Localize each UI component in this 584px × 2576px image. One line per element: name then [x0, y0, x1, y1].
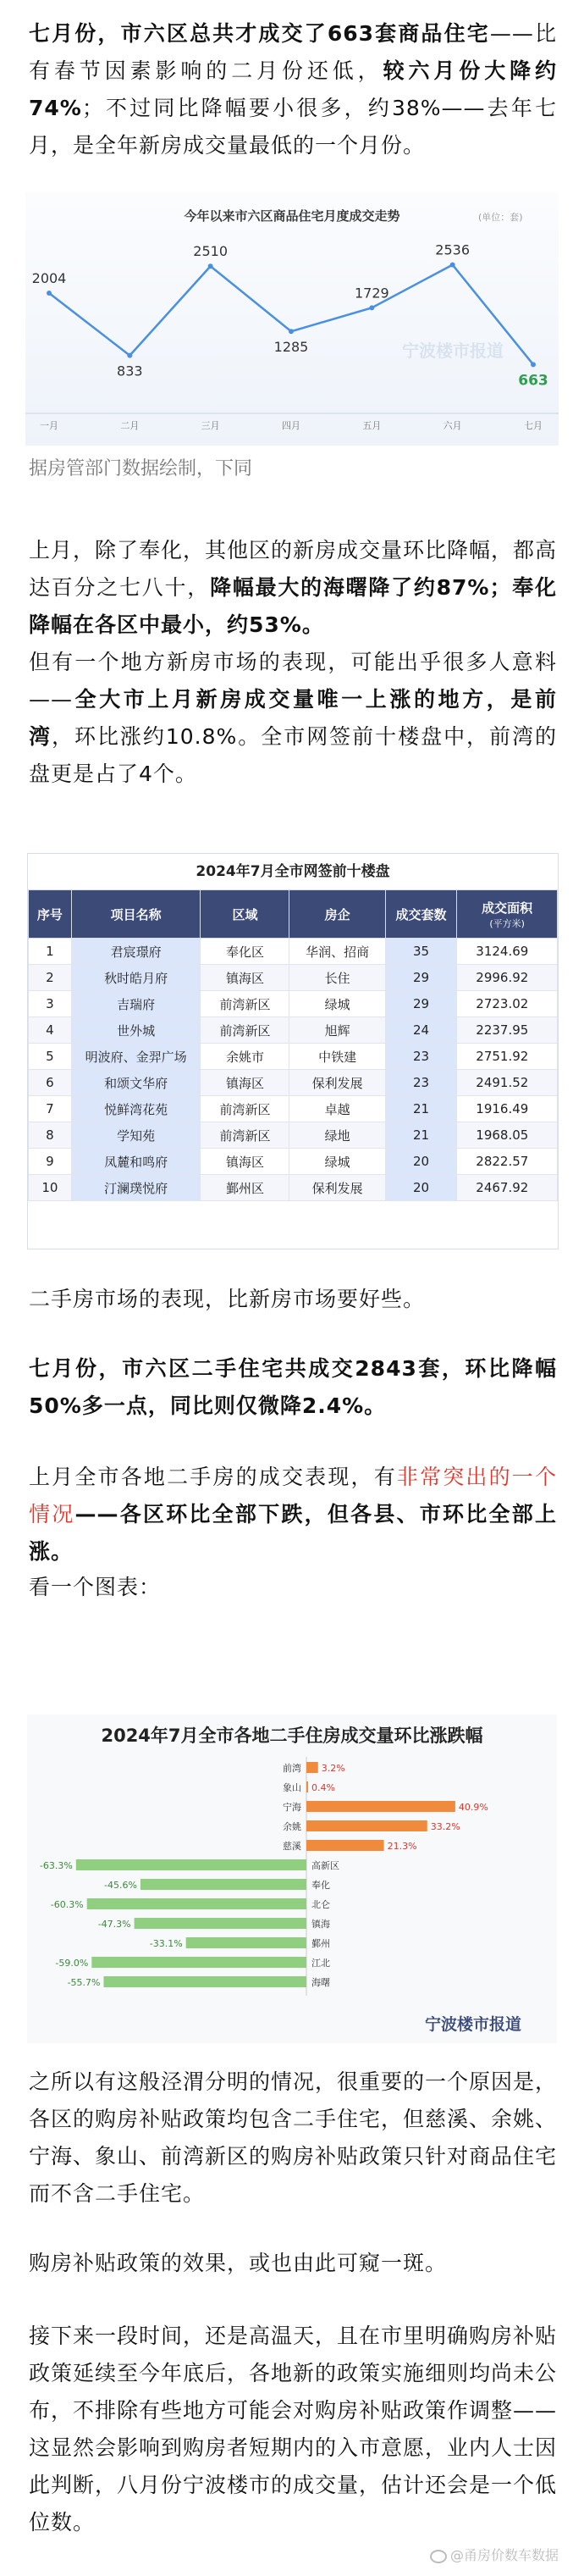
table-cell: 23	[385, 1044, 457, 1070]
table-cell: 明波府、金羿广场	[71, 1044, 201, 1070]
paragraph-outstanding-case: 上月全市各地二手房的成交表现，有非常突出的一个情况——各区环比全部下跌，但各县、市环比全部上涨。	[29, 1465, 557, 1564]
value-label: -60.3%	[50, 1899, 84, 1910]
table-cell: 2467.92	[457, 1175, 558, 1201]
table-cell: 镇海区	[201, 965, 289, 991]
bar	[306, 1820, 427, 1831]
table-cell: 4	[29, 1017, 72, 1044]
data-point	[450, 263, 455, 268]
table-cell: 旭辉	[289, 1017, 385, 1044]
secondhand-change-svg	[27, 1715, 557, 2043]
table-cell: 保利发展	[289, 1175, 385, 1201]
table-row	[29, 939, 558, 965]
value-label: -59.0%	[55, 1958, 89, 1969]
table-row	[29, 1070, 558, 1096]
table-cell: 秋时皓月府	[71, 965, 201, 991]
data-point	[531, 362, 536, 367]
data-label: 663	[518, 372, 548, 390]
table-header-cell: 序号	[29, 890, 72, 939]
table-cell: 29	[385, 991, 457, 1017]
chart-unit: (单位：套)	[478, 212, 523, 223]
table-header-cell: 成交套数	[385, 890, 457, 939]
weibo-watermark: @甬房价数车数据	[430, 2545, 559, 2564]
table-cell: 29	[385, 965, 457, 991]
table-cell: 20	[385, 1149, 457, 1175]
table-header-cell: 项目名称	[71, 890, 201, 939]
data-label: 2004	[31, 270, 67, 287]
table-cell: 镇海区	[201, 1070, 289, 1096]
bar	[76, 1859, 306, 1870]
weibo-icon	[430, 2550, 447, 2563]
table-cell: 凤麓和鸣府	[71, 1149, 201, 1175]
table-row	[29, 991, 558, 1017]
data-label: 1285	[273, 339, 309, 356]
x-tick-label: 五月	[362, 420, 382, 431]
table-cell: 21	[385, 1096, 457, 1122]
chart-title: 今年以来市六区商品住宅月度成交走势	[184, 208, 400, 224]
table-cell: 21	[385, 1122, 457, 1149]
table-cell: 10	[29, 1175, 72, 1201]
table-row	[29, 1044, 558, 1070]
data-label: 833	[117, 363, 143, 379]
table-cell: 7	[29, 1096, 72, 1122]
bar	[87, 1898, 306, 1909]
table-cell: 绿地	[289, 1122, 385, 1149]
table-header-cell: 房企	[289, 890, 385, 939]
category-label: 高新区	[311, 1860, 339, 1871]
data-source-note: 据房管部门数据绘制，下同	[29, 458, 253, 479]
x-tick-label: 六月	[443, 420, 462, 431]
monthly-trend-chart	[25, 191, 559, 446]
table-cell: 华润、招商	[289, 939, 385, 965]
paragraph-secondhand-july: 七月份，市六区二手住宅共成交2843套，环比降幅50%多一点，同比则仅微降2.4%。	[29, 1356, 557, 1418]
bar	[306, 1840, 384, 1851]
table-cell: 2751.92	[457, 1044, 558, 1070]
bar	[103, 1976, 306, 1987]
category-label: 江北	[311, 1958, 330, 1969]
table-cell: 1	[29, 939, 72, 965]
table-cell: 前湾新区	[201, 1096, 289, 1122]
bar	[140, 1879, 306, 1890]
x-tick-label: 一月	[40, 420, 58, 431]
table-cell: 2	[29, 965, 72, 991]
table-row	[29, 1175, 558, 1201]
data-point	[369, 305, 374, 310]
top-ten-table	[28, 889, 558, 1201]
table-cell: 世外城	[71, 1017, 201, 1044]
value-label: -45.6%	[103, 1880, 137, 1891]
table-cell: 前湾新区	[201, 1017, 289, 1044]
paragraph-qianwan: 但有一个地方新房市场的表现，可能出乎很多人意料——全大市上月新房成交量唯一上涨的地方，是前湾，环比涨约10.8%。全市网签前十楼盘中，前湾的盘更是占了4个。	[29, 650, 557, 786]
table-cell: 绿城	[289, 991, 385, 1017]
paragraph-july-new-home: 七月份，市六区总共才成交了663套商品住宅——比有春节因素影响的二月份还低，较六月份大降约74%；不过同比降幅要小很多，约38%——去年七月，是全年新房成交量最低的一个月份。	[29, 21, 557, 158]
table-cell: 6	[29, 1070, 72, 1096]
bar	[306, 1762, 318, 1773]
data-label: 1729	[354, 285, 389, 302]
bar	[306, 1781, 308, 1792]
value-label: -55.7%	[67, 1977, 101, 1988]
value-label: -33.1%	[149, 1938, 183, 1949]
table-row	[29, 1017, 558, 1044]
table-cell: 2822.57	[457, 1149, 558, 1175]
value-label: 21.3%	[387, 1841, 417, 1852]
bar	[186, 1937, 306, 1948]
x-tick-label: 四月	[282, 420, 300, 431]
table-cell: 保利发展	[289, 1070, 385, 1096]
data-point	[289, 329, 294, 334]
secondhand-change-chart	[27, 1715, 557, 2043]
table-cell: 3	[29, 991, 72, 1017]
category-label: 余姚	[283, 1821, 301, 1832]
table-cell: 5	[29, 1044, 72, 1070]
table-cell: 2237.95	[457, 1017, 558, 1044]
table-cell: 2491.52	[457, 1070, 558, 1096]
value-label: 40.9%	[458, 1802, 488, 1813]
table-cell: 奉化区	[201, 939, 289, 965]
table-cell: 悦鲜湾花苑	[71, 1096, 201, 1122]
x-tick-label: 七月	[524, 420, 543, 431]
paragraph-outlook: 接下来一段时间，还是高温天，且在市里明确购房补贴政策延续至今年底后，各地新的政策实施细则均尚未公布，不排除有些地方可能会对购房补贴政策作调整——这显然会影响到购房者短期内的入市意愿，业内人士因此判断，八月份宁波楼市的成交量，估计还会是一个低位数。	[29, 2324, 558, 2534]
chart-watermark: 宁波楼市报道	[425, 2015, 522, 2034]
data-point	[208, 263, 213, 269]
table-cell: 前湾新区	[201, 991, 289, 1017]
table-cell: 23	[385, 1070, 457, 1096]
monthly-trend-svg	[25, 191, 559, 446]
top-ten-table-card	[27, 853, 559, 1249]
category-label: 慈溪	[283, 1841, 301, 1852]
table-cell: 绿城	[289, 1149, 385, 1175]
table-row	[29, 965, 558, 991]
paragraph-district-decline: 上月，除了奉化，其他区的新房成交量环比降幅，都高达百分之七八十，降幅最大的海曙降了约87%；奉化降幅在各区中最小，约53%。	[29, 538, 558, 637]
table-cell: 8	[29, 1122, 72, 1149]
table-cell: 1968.05	[457, 1122, 558, 1149]
table-cell: 24	[385, 1017, 457, 1044]
table-row	[29, 1149, 558, 1175]
data-point	[47, 291, 52, 296]
bar	[306, 1801, 455, 1812]
value-label: -47.3%	[97, 1919, 131, 1930]
chart-title: 2024年7月全市各地二手住房成交量环比涨跌幅	[101, 1726, 483, 1746]
table-cell: 中铁建	[289, 1044, 385, 1070]
table-cell: 学知苑	[71, 1122, 201, 1149]
table-cell: 镇海区	[201, 1149, 289, 1175]
table-cell: 3124.69	[457, 939, 558, 965]
x-tick-label: 三月	[201, 420, 220, 431]
table-header-cell: 区域	[201, 890, 289, 939]
table-cell: 吉瑞府	[71, 991, 201, 1017]
paragraph-secondhand-intro: 二手房市场的表现，比新房市场要好些。	[29, 1287, 426, 1311]
data-label: 2536	[435, 241, 471, 258]
category-label: 象山	[283, 1782, 301, 1793]
category-label: 鄞州	[311, 1938, 330, 1949]
table-cell: 20	[385, 1175, 457, 1201]
table-cell: 汀澜璞悦府	[71, 1175, 201, 1201]
table-cell: 卓越	[289, 1096, 385, 1122]
table-body	[29, 939, 558, 1201]
category-label: 宁海	[283, 1802, 301, 1813]
table-row	[29, 1122, 558, 1149]
area-unit: (平方米)	[489, 917, 525, 929]
table-header-cell: 成交面积 (平方米)	[457, 890, 558, 939]
table-cell: 前湾新区	[201, 1122, 289, 1149]
bar	[135, 1918, 306, 1929]
table-cell: 1916.49	[457, 1096, 558, 1122]
table-header-row	[29, 890, 558, 939]
table-cell: 长住	[289, 965, 385, 991]
value-label: 0.4%	[311, 1782, 335, 1793]
table-cell: 9	[29, 1149, 72, 1175]
chart-watermark: 宁波楼市报道	[402, 341, 504, 361]
table-cell: 和颂文华府	[71, 1070, 201, 1096]
data-label: 2510	[193, 243, 229, 260]
data-point	[127, 353, 132, 358]
table-row	[29, 1096, 558, 1122]
bar	[91, 1957, 306, 1968]
paragraph-reason: 之所以有这般泾渭分明的情况，很重要的一个原因是，各区的购房补贴政策均包含二手住宅，但慈溪、余姚、宁海、象山、前湾新区的购房补贴政策只针对商品住宅而不含二手住宅。	[29, 2069, 558, 2206]
value-label: 33.2%	[430, 1821, 460, 1832]
table-cell: 君宸璟府	[71, 939, 201, 965]
table-title: 2024年7月全市网签前十楼盘	[196, 863, 390, 880]
table-cell: 余姚市	[201, 1044, 289, 1070]
category-label: 海曙	[311, 1977, 330, 1988]
table-cell: 35	[385, 939, 457, 965]
x-tick-label: 二月	[120, 420, 140, 431]
category-label: 奉化	[311, 1880, 330, 1891]
value-label: -63.3%	[39, 1860, 73, 1871]
category-label: 镇海	[311, 1919, 330, 1930]
category-label: 北仑	[311, 1899, 330, 1910]
value-label: 3.2%	[321, 1763, 345, 1774]
paragraph-look-chart: 看一个图表：	[29, 1575, 162, 1599]
table-cell: 2996.92	[457, 965, 558, 991]
table-cell: 2723.02	[457, 991, 558, 1017]
category-label: 前湾	[283, 1763, 301, 1774]
paragraph-subsidy-effect: 购房补贴政策的效果，或也由此可窥一斑。	[29, 2251, 448, 2275]
table-cell: 鄞州区	[201, 1175, 289, 1201]
